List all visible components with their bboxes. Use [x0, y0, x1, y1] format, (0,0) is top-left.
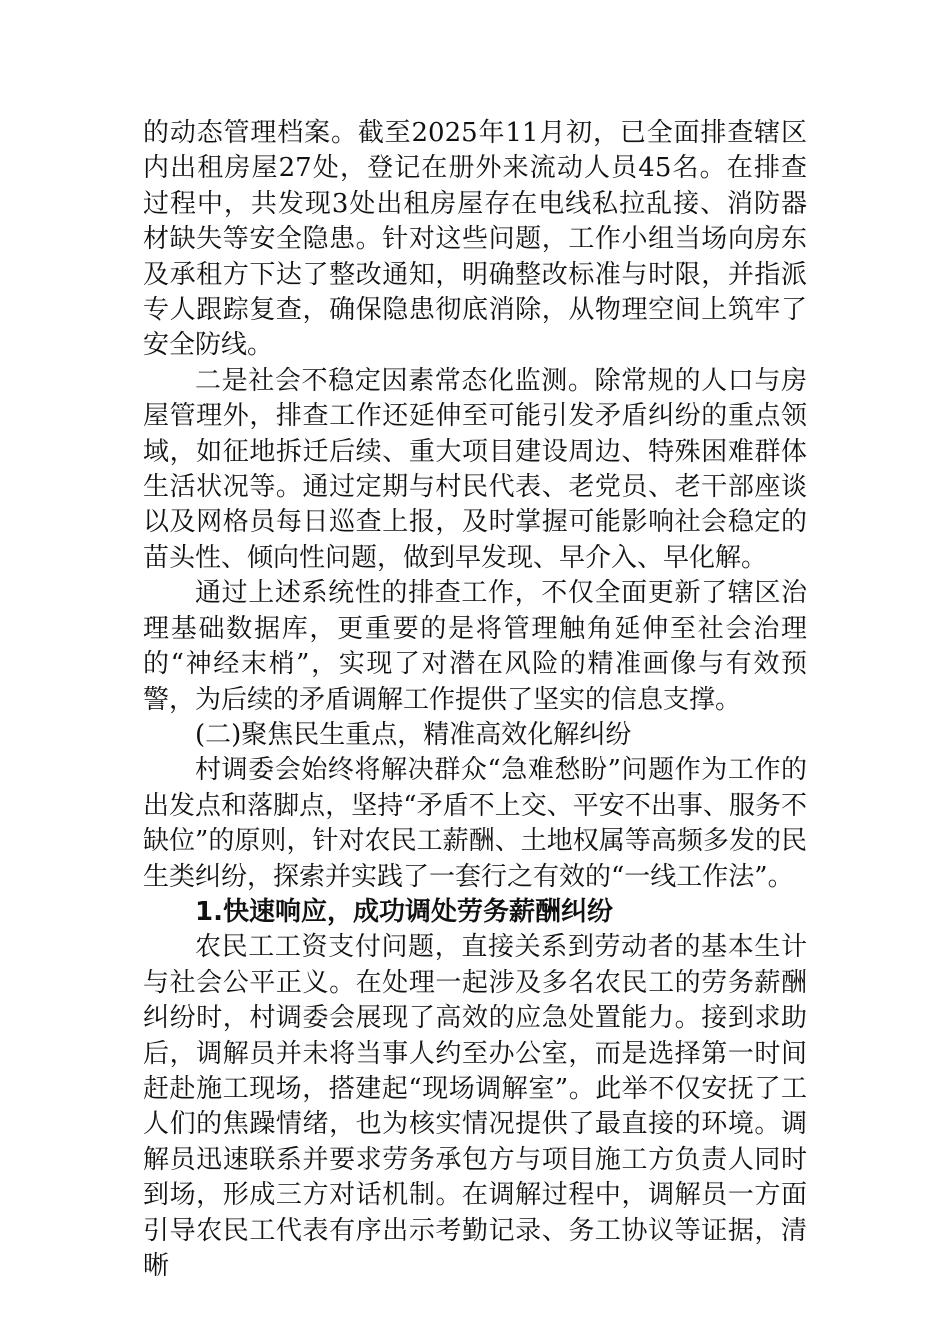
subsection-heading-wage-dispute: 1.快速响应，成功调处劳务薪酬纠纷 [195, 896, 613, 927]
paragraph-stability-monitoring: 二是社会不稳定因素常态化监测。除常规的人口与房屋管理外，排查工作还延伸至可能引发矛盾纠纷的重点领域，如征地拆迁后续、重大项目建设周边、特殊困难群体生活状况等。通过定期与村民代表、老党员、老干部座谈以及网格员每日巡查上报，及时掌握可能影响社会稳定的苗头性、倾向性问题，做到早发现、早介入、早化解。 [143, 365, 807, 573]
section-heading-livelihood: (二)聚焦民生重点，精准高效化解纠纷 [195, 719, 632, 750]
paragraph-inspection-summary: 通过上述系统性的排查工作，不仅全面更新了辖区治理基础数据库，更重要的是将管理触角延伸至社会治理的“神经末梢”，实现了对潜在风险的精准画像与有效预警，为后续的矛盾调解工作提供了坚实的信息支撑。 [143, 578, 807, 715]
paragraph-mediation-principles: 村调委会始终将解决群众“急难愁盼”问题作为工作的出发点和落脚点，坚持“矛盾不上交、平安不出事、服务不缺位”的原则，针对农民工薪酬、土地权属等高频多发的民生类纠纷，探索并实践了一套行之有效的“一线工作法”。 [143, 755, 807, 892]
document-page [143, 116, 807, 1284]
paragraph-housing-inspection: 的动态管理档案。截至2025年11月初，已全面排查辖区内出租房屋27处，登记在册外来流动人员45名。在排查过程中，共发现3处出租房屋存在电线私拉乱接、消防器材缺失等安全隐患。针对这些问题，工作小组当场向房东及承租方下达了整改通知，明确整改标准与时限，并指派专人跟踪复查，确保隐患彻底消除，从物理空间上筑牢了安全防线。 [143, 118, 807, 361]
paragraph-wage-dispute-case: 农民工工资支付问题，直接关系到劳动者的基本生计与社会公平正义。在处理一起涉及多名农民工的劳务薪酬纠纷时，村调委会展现了高效的应急处置能力。接到求助后，调解员并未将当事人约至办公室，而是选择第一时间赶赴施工现场，搭建起“现场调解室”。此举不仅安抚了工人们的焦躁情绪，也为核实情况提供了最直接的环境。调解员迅速联系并要求劳务承包方与项目施工方负责人同时到场，形成三方对话机制。在调解过程中，调解员一方面引导农民工代表有序出示考勤记录、务工协议等证据，清晰 [143, 932, 807, 1281]
